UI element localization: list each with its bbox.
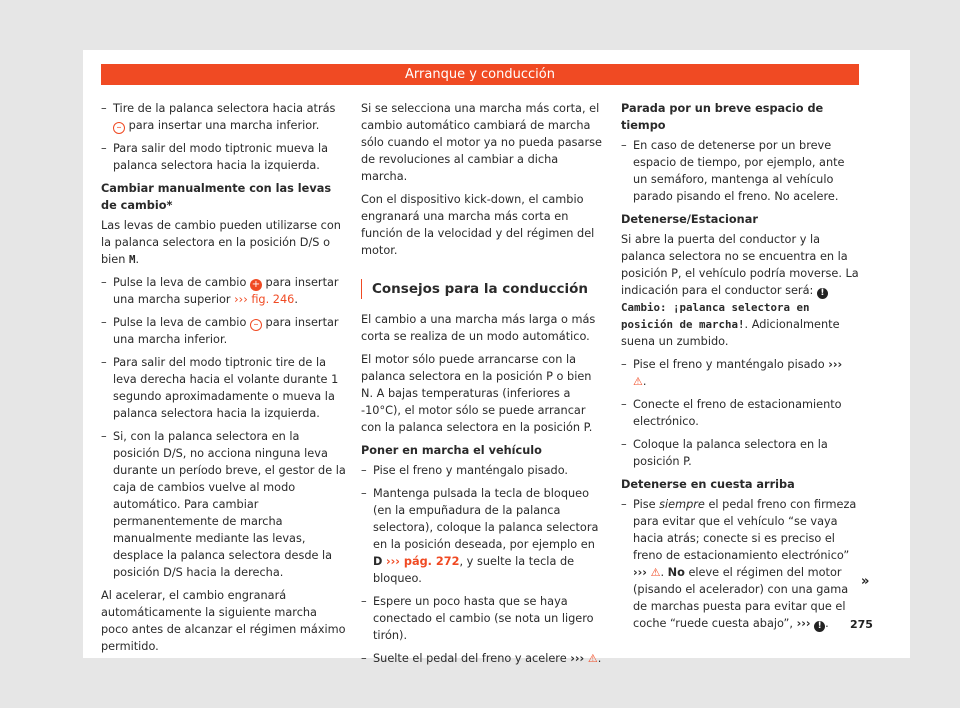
warning-icon[interactable]: ⚠ bbox=[650, 566, 661, 579]
list-item: – Conecte el freno de estacionamiento electrónico. bbox=[621, 398, 842, 428]
subheading: Detenerse en cuesta arriba bbox=[621, 478, 795, 491]
list-item: – Para salir del modo tiptronic tire de la leva derecha hacia el volante durante 1 segundo aproximadamente o mueva la palanca selectora hacia la izquierda. bbox=[101, 356, 339, 420]
plus-button-icon: + bbox=[251, 279, 261, 290]
paragraph: Si se selecciona una marcha más corta, el cambio automático cambiará de marcha sólo cuando el motor ya no pueda pasarse de revoluciones al cambiar a dicha marcha. bbox=[361, 102, 602, 183]
list-item: – Tire de la palanca selectora hacia atrás – para insertar una marcha inferior. bbox=[101, 102, 336, 133]
subheading: Parada por un breve espacio de tiempo bbox=[621, 102, 824, 132]
list-item: – Coloque la palanca selectora en la posición P. bbox=[621, 438, 828, 468]
list-item: – En caso de detenerse por un breve espacio de tiempo, por ejemplo, ante un semáforo, mantenga al vehículo parado pisando el freno. No acelere. bbox=[621, 139, 845, 203]
column-left bbox=[101, 100, 347, 661]
minus-button-icon: – bbox=[113, 122, 125, 134]
paragraph: El motor sólo puede arrancarse con la palanca selectora en la posición P o bien N. A bajas temperaturas (inferiores a -10°C), el motor sólo se puede arrancar con la palanca selectora en la posición P. bbox=[361, 353, 593, 434]
subheading: Poner en marcha el vehículo bbox=[361, 444, 542, 457]
paragraph: Al acelerar, el cambio engranará automáticamente la siguiente marcha poco antes de alcanzar el régimen máximo permitido. bbox=[101, 589, 346, 653]
manual-page bbox=[83, 50, 910, 665]
list-item: – Pise siempre el pedal freno con firmeza para evitar que el vehículo “se vaya hacia atrás; conecte si es preciso el freno de estacionamiento electrónico” ››› ⚠. No eleve el régimen del motor (pisando el acelerador) con una gama de marchas puesta para evitar que el coche “ruede cuesta abajo”, ››› ! . bbox=[621, 498, 857, 631]
list-item: – Espere un poco hasta que se haya conectado el cambio (se nota un ligero tirón). bbox=[361, 595, 594, 642]
section-title: Consejos para la conducción bbox=[361, 279, 605, 299]
info-icon: ! bbox=[817, 288, 828, 299]
list-item: – Mantenga pulsada la tecla de bloqueo (en la empuñadura de la palanca selectora), coloque la palanca selectora en la posición deseada, por ejemplo en D ››› pág. 272, y suelte la tecla de bloqueo. bbox=[361, 487, 599, 585]
subheading: Detenerse/Estacionar bbox=[621, 213, 758, 226]
list-item: – Pulse la leva de cambio + para insertar una marcha superior ››› fig. 246. bbox=[101, 276, 339, 306]
column-right bbox=[621, 100, 859, 638]
cross-reference-link[interactable]: ››› pág. 272 bbox=[385, 555, 460, 568]
list-item: – Suelte el pedal del freno y acelere ››› ⚠. bbox=[361, 652, 602, 665]
list-item: – Para salir del modo tiptronic mueva la palanca selectora hacia la izquierda. bbox=[101, 142, 329, 172]
paragraph: Con el dispositivo kick-down, el cambio engranará una marcha más corta en función de la velocidad y del régimen del motor. bbox=[361, 193, 595, 257]
warning-icon[interactable]: ⚠ bbox=[633, 375, 643, 388]
list-item: – Si, con la palanca selectora en la posición D/S, no acciona ninguna leva durante un período breve, el gestor de la caja de cambios vuelve al modo automático. Para cambiar permanentemente de marcha manualmente mediante las levas, desplace la palanca selectora desde la posición D/S hacia la derecha. bbox=[101, 430, 346, 579]
list-item: – Pise el freno y manténgalo pisado ››› ⚠. bbox=[621, 358, 843, 388]
paragraph: Si abre la puerta del conductor y la palanca selectora no se encuentra en la posición P, el vehículo podría moverse. La indicación para el conductor será: ! Cambio: ¡palanca selectora en posición de marcha!. Adicionalmente suena un zumbido. bbox=[621, 233, 859, 348]
minus-button-icon: – bbox=[250, 319, 262, 331]
page-number: 275 bbox=[850, 618, 873, 631]
list-item: – Pulse la leva de cambio – para insertar una marcha inferior. bbox=[101, 316, 339, 346]
column-middle bbox=[361, 100, 605, 673]
info-icon[interactable]: ! bbox=[814, 621, 825, 632]
cross-reference-link[interactable]: ››› fig. 246 bbox=[234, 293, 295, 306]
list-item: – Pise el freno y manténgalo pisado. bbox=[361, 464, 569, 477]
subheading: Cambiar manualmente con las levas de cambio* bbox=[101, 182, 332, 212]
warning-icon[interactable]: ⚠ bbox=[587, 652, 598, 665]
continue-icon: » bbox=[861, 574, 870, 589]
paragraph: Las levas de cambio pueden utilizarse con la palanca selectora en la posición D/S o bien M. bbox=[101, 219, 341, 266]
paragraph: El cambio a una marcha más larga o más corta se realiza de un modo automático. bbox=[361, 313, 596, 343]
section-header: Arranque y conducción bbox=[101, 64, 859, 85]
